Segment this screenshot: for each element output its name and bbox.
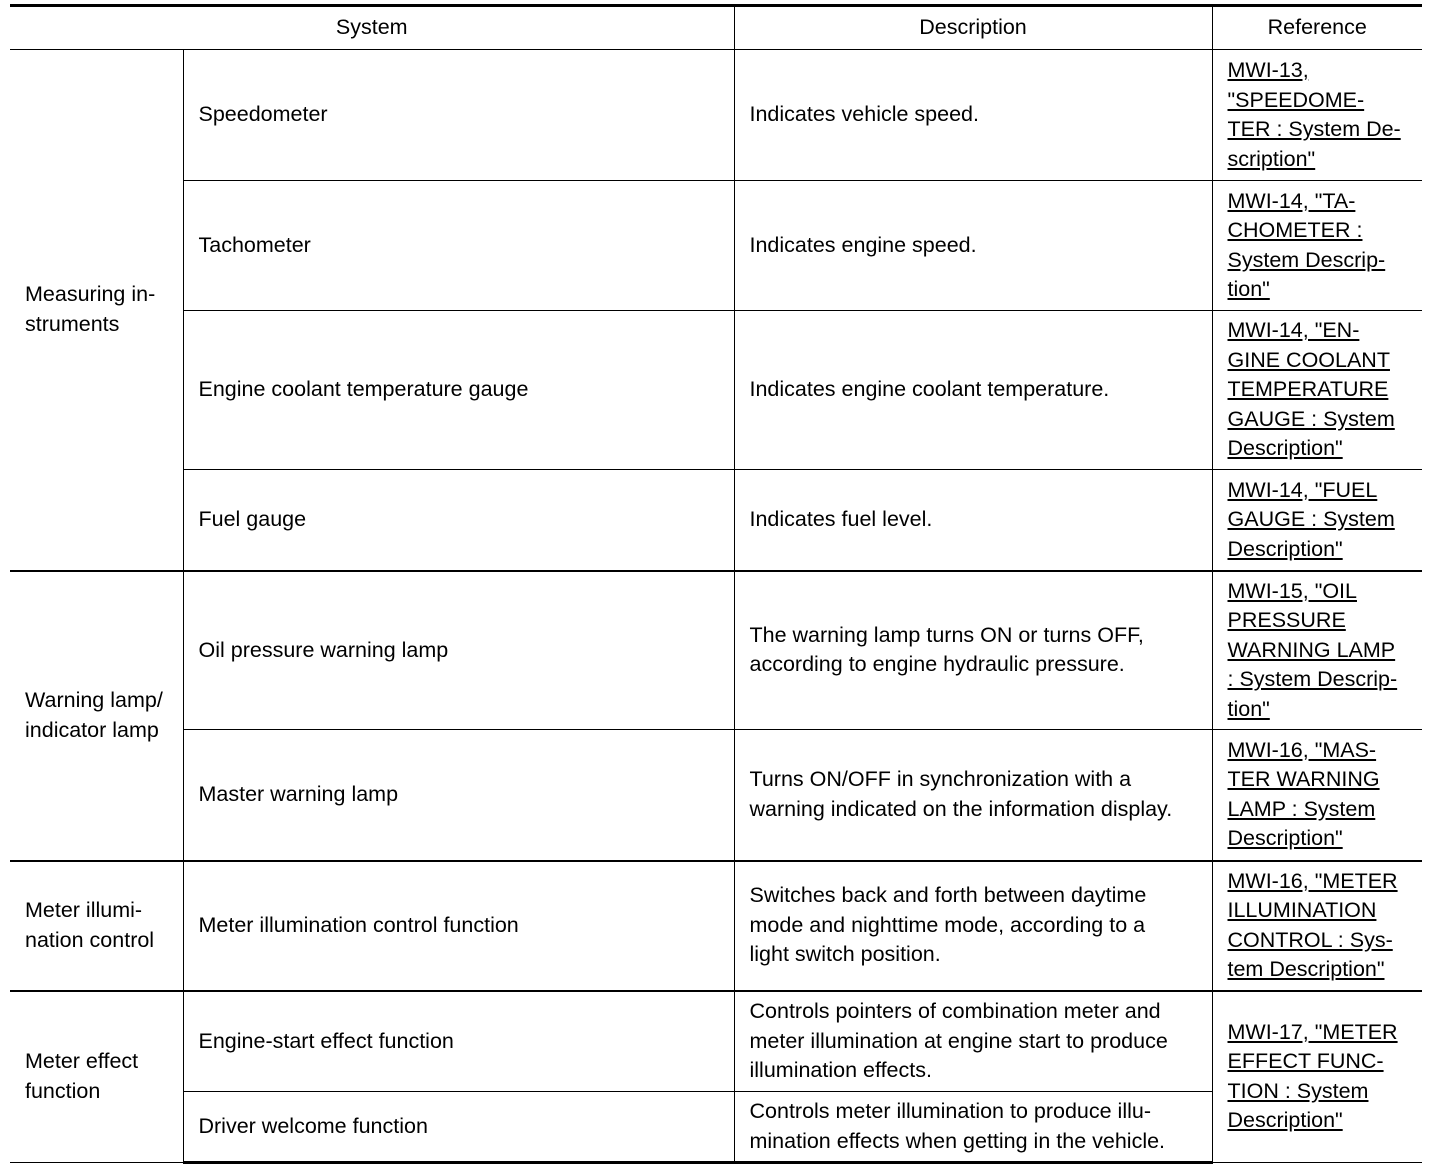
system-name: Driver welcome function — [183, 1092, 734, 1163]
system-name: Oil pressure warning lamp — [183, 571, 734, 730]
reference-link-engine-coolant-temperature-gauge[interactable]: MWI-14, "EN- GINE COOLANT TEMPERATURE GAUGE : System Description" — [1227, 318, 1395, 461]
reference-link-tachometer[interactable]: MWI-14, "TA- CHOMETER : System Descrip- tion" — [1227, 188, 1386, 301]
system-name: Tachometer — [183, 181, 734, 311]
group-label-meter-effect-function: Meter effect function — [10, 991, 183, 1163]
table-row — [10, 1092, 1422, 1163]
header-description: Description — [734, 6, 1212, 50]
reference-link-oil-pressure-warning-lamp[interactable]: MWI-15, "OIL PRESSURE WARNING LAMP : System Descrip- tion" — [1227, 578, 1398, 721]
table-row — [10, 311, 1422, 470]
system-description: Indicates fuel level. — [734, 470, 1212, 571]
table-row — [10, 861, 1422, 991]
reference-link-speedometer[interactable]: MWI-13, "SPEEDOME- TER : System De- scription" — [1227, 58, 1401, 171]
reference-link-master-warning-lamp[interactable]: MWI-16, "MAS- TER WARNING LAMP : System Description" — [1227, 737, 1380, 851]
system-name: Engine-start effect function — [183, 991, 734, 1092]
system-description: Switches back and forth between daytime mode and nighttime mode, according to a light switch position. — [734, 861, 1212, 991]
table-row — [10, 181, 1422, 311]
system-description: The warning lamp turns ON or turns OFF, according to engine hydraulic pressure. — [734, 571, 1212, 730]
reference-link-fuel-gauge[interactable]: MWI-14, "FUEL GAUGE : System Description" — [1227, 477, 1395, 561]
table-row — [10, 470, 1422, 571]
group-label-meter-illumination-control: Meter illumi- nation control — [10, 861, 183, 991]
table-row — [10, 730, 1422, 861]
system-description: Indicates vehicle speed. — [734, 50, 1212, 181]
group-label-warning-lamp: Warning lamp/ indicator lamp — [10, 571, 183, 861]
reference-link-meter-effect-function[interactable]: MWI-17, "METER EFFECT FUNC- TION : System Description" — [1227, 1019, 1398, 1133]
system-description: Turns ON/OFF in synchronization with a warning indicated on the information display. — [734, 730, 1212, 861]
header-reference: Reference — [1212, 6, 1422, 50]
system-reference-table — [10, 4, 1422, 1164]
reference-link-meter-illumination-control[interactable]: MWI-16, "METER ILLUMINATION CONTROL : Sys- tem Description" — [1227, 868, 1398, 981]
system-description: Controls pointers of combination meter and meter illumination at engine start to produce illumination effects. — [734, 991, 1212, 1092]
system-description: Indicates engine coolant temperature. — [734, 311, 1212, 470]
system-name: Fuel gauge — [183, 470, 734, 571]
system-name: Meter illumination control function — [183, 861, 734, 991]
system-description: Indicates engine speed. — [734, 181, 1212, 311]
system-description: Controls meter illumination to produce illu- mination effects when getting in the vehicle. — [734, 1092, 1212, 1163]
system-name: Speedometer — [183, 50, 734, 181]
header-system: System — [10, 6, 734, 50]
table-header-row — [10, 6, 1422, 50]
table-row — [10, 50, 1422, 181]
table-row — [10, 991, 1422, 1092]
table-row — [10, 571, 1422, 730]
system-name: Master warning lamp — [183, 730, 734, 861]
system-name: Engine coolant temperature gauge — [183, 311, 734, 470]
group-label-measuring-instruments: Measuring in- struments — [10, 50, 183, 571]
